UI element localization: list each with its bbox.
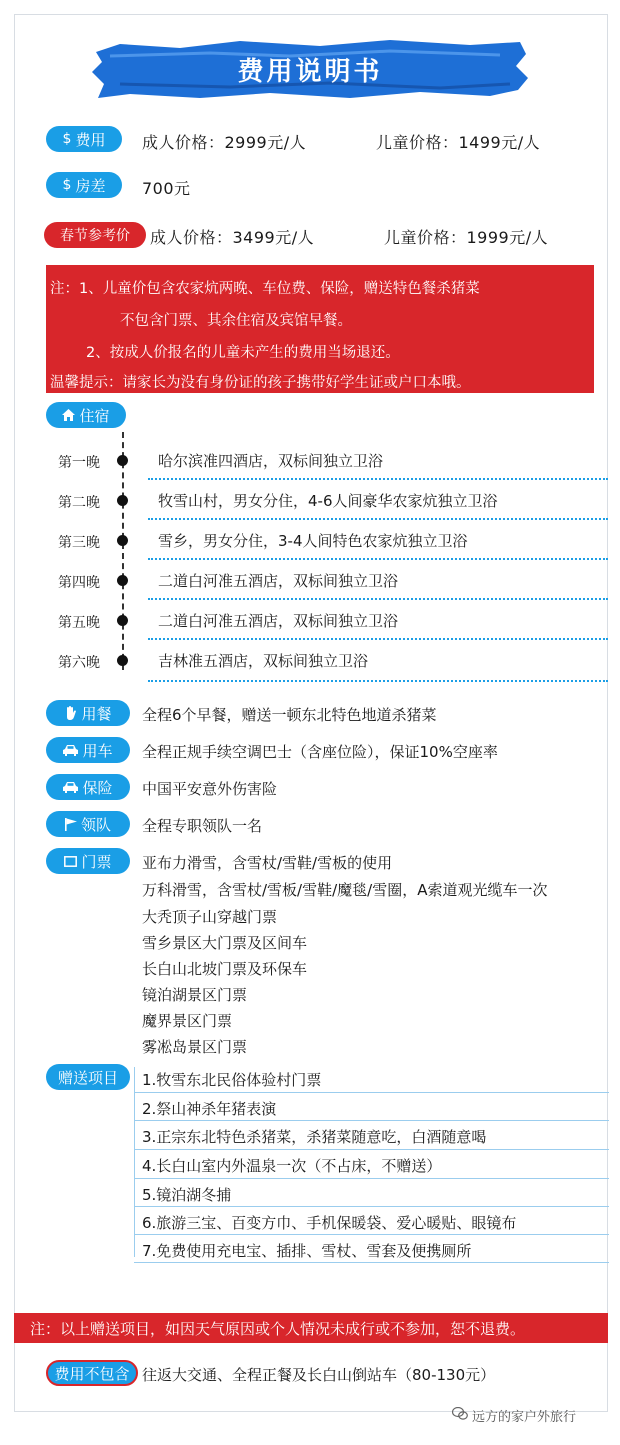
gift-item: 7.免费使用充电宝、插排、雪杖、雪套及便携厕所 [142, 1242, 472, 1260]
timeline-dot [117, 575, 128, 586]
excluded-label: 费用不包含 [46, 1360, 138, 1386]
flag-icon [65, 818, 77, 831]
dotted-divider [148, 598, 608, 600]
timeline-dot [117, 615, 128, 626]
ticket-item: 镜泊湖景区门票 [142, 986, 248, 1004]
night-label: 第五晚 [58, 615, 100, 631]
guide-value: 全程专职领队一名 [142, 817, 263, 835]
dollar-icon: $ [62, 131, 72, 147]
insurance-label: 保险 [46, 774, 130, 800]
notice-line-1: 注：1、儿童价包含农家炕两晚、车位费、保险，赠送特色餐杀猪菜 [50, 281, 480, 297]
dotted-divider [148, 558, 608, 560]
dotted-divider [148, 638, 608, 640]
night-label: 第一晚 [58, 455, 100, 471]
gift-footnote-bar [14, 1313, 608, 1343]
notice-box [46, 265, 594, 393]
hotel-text: 雪乡，男女分住，3-4人间特色农家炕独立卫浴 [158, 532, 468, 550]
notice-line-4: 温馨提示：请家长为没有身份证的孩子携带好学生证或户口本哦。 [50, 375, 471, 391]
dotted-divider [148, 518, 608, 520]
watermark: 远方的家户外旅行 [452, 1406, 576, 1425]
timeline-dot [117, 535, 128, 546]
ticket-item: 长白山北坡门票及环保车 [142, 960, 308, 978]
timeline-line [122, 432, 124, 670]
fee-adult-price: 成人价格：2999元/人 [142, 133, 307, 152]
gift-item: 4.长白山室内外温泉一次（不占床，不赠送） [142, 1157, 442, 1175]
gift-divider [134, 1234, 609, 1235]
page-title: 费用说明书 [237, 56, 383, 87]
gifts-label: 赠送项目 [46, 1064, 130, 1090]
spring-festival-label: 春节参考价 [44, 222, 146, 248]
ticket-icon [64, 856, 77, 867]
timeline-dot [117, 655, 128, 666]
home-icon [62, 409, 75, 421]
gift-divider [134, 1206, 609, 1207]
gift-item: 3.正宗东北特色杀猪菜，杀猪菜随意吃，白酒随意喝 [142, 1128, 487, 1146]
hotel-text: 吉林准五酒店，双标间独立卫浴 [158, 652, 369, 670]
timeline-dot [117, 495, 128, 506]
ticket-item: 雪乡景区大门票及区间车 [142, 934, 308, 952]
gift-item: 5.镜泊湖冬捕 [142, 1186, 232, 1204]
ticket-item: 亚布力滑雪，含雪杖/雪鞋/雪板的使用 [142, 854, 393, 872]
ticket-item: 魔界景区门票 [142, 1012, 233, 1030]
night-label: 第三晚 [58, 535, 100, 551]
car-icon [63, 781, 78, 793]
gift-divider [134, 1120, 609, 1121]
ticket-item: 大秃顶子山穿越门票 [142, 908, 278, 926]
fee-child-price: 儿童价格：1499元/人 [376, 133, 541, 152]
hotel-text: 哈尔滨准四酒店，双标间独立卫浴 [158, 452, 384, 470]
spring-child-price: 儿童价格：1999元/人 [384, 228, 549, 247]
meals-label: 用餐 [46, 700, 130, 726]
dollar-icon: $ [62, 177, 72, 193]
hotel-text: 牧雪山村，男女分住，4-6人间豪华农家炕独立卫浴 [158, 492, 498, 510]
dotted-divider [148, 680, 608, 682]
gift-item: 2.祭山神杀年猪表演 [142, 1100, 277, 1118]
lodging-label: 住宿 [46, 402, 126, 428]
night-label: 第六晚 [58, 655, 100, 671]
ticket-item: 万科滑雪，含雪杖/雪板/雪鞋/魔毯/雪圈，A索道观光缆车一次 [142, 881, 548, 899]
guide-label: 领队 [46, 811, 130, 837]
hotel-text: 二道白河准五酒店，双标间独立卫浴 [158, 612, 399, 630]
gift-item: 6.旅游三宝、百变方巾、手机保暖袋、爱心暖贴、眼镜布 [142, 1214, 517, 1232]
vehicle-label: 用车 [46, 737, 130, 763]
gift-footnote: 注：以上赠送项目，如因天气原因或个人情况未成行或不参加，恕不退费。 [30, 1319, 526, 1338]
vehicle-value: 全程正规手续空调巴士（含座位险），保证10%空座率 [142, 743, 498, 761]
gift-divider [134, 1149, 609, 1150]
gift-item: 1.牧雪东北民俗体验村门票 [142, 1071, 322, 1089]
meals-value: 全程6个早餐，赠送一顿东北特色地道杀猪菜 [142, 706, 437, 724]
notice-line-2: 不包含门票、其余住宿及宾馆早餐。 [120, 313, 352, 329]
hotel-text: 二道白河准五酒店，双标间独立卫浴 [158, 572, 399, 590]
notice-line-3: 2、按成人价报名的儿童未产生的费用当场退还。 [86, 345, 400, 361]
excluded-value: 往返大交通、全程正餐及长白山倒站车（80-130元） [142, 1366, 496, 1384]
car-icon [63, 744, 78, 756]
night-label: 第二晚 [58, 495, 100, 511]
dotted-divider [148, 478, 608, 480]
gift-divider [134, 1178, 609, 1179]
gifts-vertical-rule [134, 1067, 135, 1257]
gift-divider [134, 1092, 609, 1093]
room-diff-value: 700元 [142, 179, 191, 198]
wechat-icon [452, 1407, 468, 1424]
timeline-dot [117, 455, 128, 466]
hand-icon [64, 706, 77, 720]
ticket-item: 雾凇岛景区门票 [142, 1038, 248, 1056]
insurance-value: 中国平安意外伤害险 [142, 780, 278, 798]
night-label: 第四晚 [58, 575, 100, 591]
tickets-label: 门票 [46, 848, 130, 874]
gift-divider [134, 1262, 609, 1263]
spring-adult-price: 成人价格：3499元/人 [150, 228, 315, 247]
fee-label: $ 费用 [46, 126, 122, 152]
room-diff-label: $ 房差 [46, 172, 122, 198]
